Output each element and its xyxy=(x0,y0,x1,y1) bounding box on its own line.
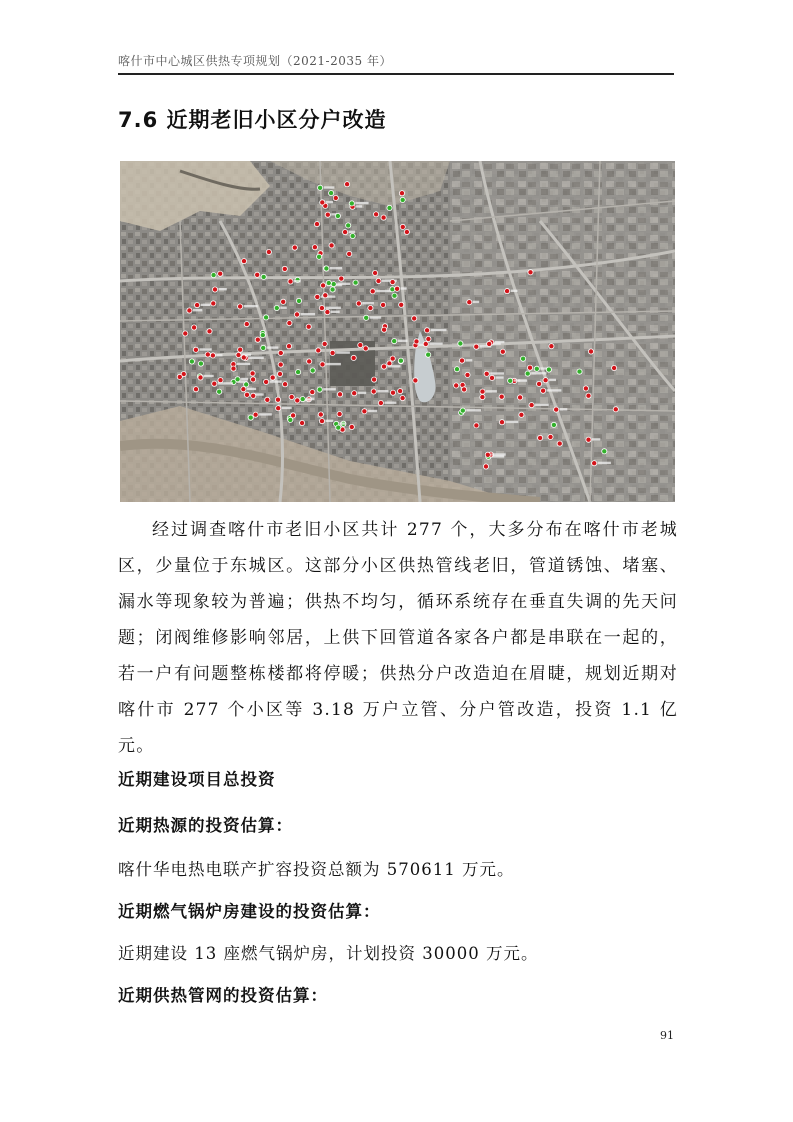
map-marker xyxy=(413,378,418,383)
map-marker-label xyxy=(506,421,519,423)
map-marker xyxy=(588,349,593,354)
map-marker xyxy=(282,266,287,271)
map-marker xyxy=(307,359,312,364)
east-district xyxy=(450,161,675,502)
map-marker xyxy=(331,282,336,287)
map-marker xyxy=(499,420,504,425)
map-marker xyxy=(288,279,293,284)
map-marker-label xyxy=(514,379,521,381)
map-marker-label xyxy=(549,379,556,381)
map-marker xyxy=(211,301,216,306)
map-marker xyxy=(426,352,431,357)
map-marker xyxy=(426,336,431,341)
map-marker xyxy=(337,392,342,397)
map-marker xyxy=(454,383,459,388)
map-marker-label xyxy=(323,388,336,390)
map-marker-label xyxy=(358,392,367,394)
map-marker-label xyxy=(270,380,282,382)
map-marker-label xyxy=(401,287,407,289)
map-marker xyxy=(529,403,534,408)
map-marker xyxy=(390,356,395,361)
map-marker xyxy=(241,387,246,392)
map-marker xyxy=(382,327,387,332)
map-marker xyxy=(244,322,249,327)
map-marker-label xyxy=(247,388,256,390)
map-marker xyxy=(187,308,192,313)
map-marker xyxy=(238,347,243,352)
map-marker xyxy=(345,182,350,187)
map-marker xyxy=(317,254,322,259)
map-marker xyxy=(381,302,386,307)
map-marker-label xyxy=(237,363,250,365)
map-marker xyxy=(241,355,246,360)
map-marker xyxy=(339,276,344,281)
map-marker xyxy=(336,425,341,430)
map-marker-label xyxy=(306,398,314,400)
map-marker xyxy=(390,280,395,285)
map-marker xyxy=(244,382,249,387)
map-marker xyxy=(376,278,381,283)
map-marker-label xyxy=(355,202,368,204)
map-marker xyxy=(207,329,212,334)
map-marker-label xyxy=(301,313,316,315)
map-marker-label xyxy=(493,342,501,344)
map-marker xyxy=(387,205,392,210)
map-marker xyxy=(322,341,327,346)
map-marker xyxy=(329,243,334,248)
map-marker-label xyxy=(491,453,505,455)
heading-network: 近期供热管网的投资估算： xyxy=(118,986,328,1005)
map-marker xyxy=(374,212,379,217)
map-marker xyxy=(323,293,328,298)
map-marker-label xyxy=(326,363,341,365)
map-marker xyxy=(270,375,275,380)
map-marker xyxy=(278,362,283,367)
map-marker-label xyxy=(370,316,382,318)
map-marker xyxy=(368,305,373,310)
satellite-map-figure xyxy=(120,161,675,502)
map-marker xyxy=(351,355,356,360)
map-marker xyxy=(485,452,490,457)
map-marker xyxy=(241,259,246,264)
map-marker xyxy=(519,412,524,417)
map-marker xyxy=(534,366,539,371)
map-marker xyxy=(612,365,617,370)
map-marker-label xyxy=(216,354,222,356)
map-marker xyxy=(337,412,342,417)
map-marker xyxy=(467,300,472,305)
map-marker-label xyxy=(362,302,374,304)
text-boiler: 近期建设 13 座燃气锅炉房，计划投资 30000 万元。 xyxy=(118,944,539,963)
map-marker xyxy=(192,325,197,330)
map-marker xyxy=(602,449,607,454)
map-marker-label xyxy=(384,402,396,404)
map-marker xyxy=(329,191,334,196)
map-marker xyxy=(346,223,351,228)
map-marker xyxy=(483,464,488,469)
map-marker xyxy=(325,310,330,315)
map-marker-label xyxy=(547,389,562,391)
map-marker xyxy=(412,316,417,321)
body-paragraph: 经过调查喀什市老旧小区共计 277 个，大多分布在喀什市老城区，少量位于东城区。这部分小区供热管线老旧，管道锈蚀、堵塞、漏水等现象较为普遍；供热不均匀，循环系统存在垂直失调的先天问题；闭阀维修影响邻居，上供下回管道各家各户都是串联在一起的，若一户有问题整栋楼都将停暖；供热分户改造迫在眉睫，规划近期对喀什市 277 个小区等 3.18 万户立管、分户管改造，投资 1.1 亿元。 xyxy=(118,520,678,756)
map-marker xyxy=(583,386,588,391)
map-marker xyxy=(238,304,243,309)
map-marker xyxy=(274,305,279,310)
map-marker xyxy=(217,389,222,394)
map-marker xyxy=(541,388,546,393)
map-marker xyxy=(343,230,348,235)
map-marker xyxy=(349,201,354,206)
map-marker xyxy=(454,367,459,372)
map-marker-label xyxy=(511,290,518,292)
map-marker xyxy=(261,274,266,279)
map-marker-label xyxy=(203,375,213,377)
map-marker xyxy=(261,345,266,350)
map-marker-label xyxy=(330,267,342,269)
map-marker-label xyxy=(219,288,227,290)
map-marker-label xyxy=(193,309,202,311)
map-marker-label xyxy=(267,346,279,348)
map-marker xyxy=(525,371,530,376)
map-marker xyxy=(499,394,504,399)
map-marker-label xyxy=(598,462,611,464)
map-marker-label xyxy=(218,382,233,384)
map-marker-label xyxy=(324,186,335,188)
map-marker xyxy=(287,321,292,326)
map-marker-label xyxy=(377,390,388,392)
map-marker-label xyxy=(560,408,568,410)
map-marker-label xyxy=(340,422,346,424)
map-marker xyxy=(546,367,551,372)
map-marker-label xyxy=(249,357,264,359)
map-marker xyxy=(381,215,386,220)
map-marker xyxy=(586,393,591,398)
map-marker xyxy=(310,390,315,395)
map-marker xyxy=(266,249,271,254)
map-marker xyxy=(557,441,562,446)
map-marker xyxy=(392,293,397,298)
map-marker xyxy=(260,333,265,338)
map-marker xyxy=(395,286,400,291)
map-marker xyxy=(231,366,236,371)
map-marker xyxy=(356,301,361,306)
heading-total-investment: 近期建设项目总投资 xyxy=(118,770,276,789)
map-marker xyxy=(353,280,358,285)
map-marker xyxy=(321,283,326,288)
map-marker xyxy=(300,420,305,425)
map-marker xyxy=(283,382,288,387)
map-marker xyxy=(508,378,513,383)
map-marker xyxy=(480,389,485,394)
map-marker xyxy=(265,397,270,402)
map-marker xyxy=(484,371,489,376)
map-marker xyxy=(253,412,258,417)
map-marker xyxy=(414,339,419,344)
map-marker xyxy=(392,339,397,344)
map-marker xyxy=(289,394,294,399)
running-header: 喀什市中心城区供热专项规划（2021-2035 年） xyxy=(118,54,392,68)
map-marker xyxy=(296,370,301,375)
map-marker xyxy=(538,435,543,440)
map-marker xyxy=(318,412,323,417)
map-marker xyxy=(480,395,485,400)
map-marker xyxy=(465,372,470,377)
map-marker xyxy=(399,302,404,307)
map-marker-label xyxy=(199,348,211,350)
map-marker xyxy=(399,191,404,196)
map-marker xyxy=(218,271,223,276)
map-marker xyxy=(474,423,479,428)
map-marker xyxy=(398,389,403,394)
map-marker xyxy=(371,389,376,394)
map-marker xyxy=(312,245,317,250)
map-marker-label xyxy=(282,407,292,409)
map-marker xyxy=(212,381,217,386)
map-marker xyxy=(521,356,526,361)
map-marker xyxy=(319,419,324,424)
map-marker xyxy=(390,390,395,395)
map-marker-label xyxy=(490,372,504,374)
map-marker-label xyxy=(388,365,401,367)
map-marker-label xyxy=(486,390,497,392)
map-marker-label xyxy=(201,304,211,306)
map-marker xyxy=(277,371,282,376)
map-marker xyxy=(378,400,383,405)
map-marker xyxy=(335,213,340,218)
map-marker xyxy=(264,379,269,384)
map-marker xyxy=(319,306,324,311)
map-marker xyxy=(325,212,330,217)
map-marker xyxy=(236,352,241,357)
map-marker-label xyxy=(466,359,473,361)
map-marker xyxy=(333,195,338,200)
map-marker xyxy=(505,289,510,294)
map-marker xyxy=(286,344,291,349)
map-marker xyxy=(586,437,591,442)
map-marker xyxy=(255,272,260,277)
map-marker xyxy=(295,398,300,403)
map-marker xyxy=(363,346,368,351)
map-marker xyxy=(381,364,386,369)
map-marker xyxy=(487,341,492,346)
page-number: 91 xyxy=(660,1029,674,1042)
map-marker xyxy=(404,229,409,234)
map-marker xyxy=(320,362,325,367)
map-marker-label xyxy=(241,378,248,380)
map-marker xyxy=(537,381,542,386)
map-marker xyxy=(489,375,494,380)
section-title: 7.6 近期老旧小区分户改造 xyxy=(118,108,387,132)
map-marker-label xyxy=(431,329,447,331)
map-marker xyxy=(288,417,293,422)
map-marker xyxy=(373,270,378,275)
map-marker-label xyxy=(244,305,258,307)
map-marker xyxy=(195,303,200,308)
map-marker-label xyxy=(592,438,600,440)
map-marker xyxy=(474,344,479,349)
map-marker xyxy=(358,343,363,348)
map-marker xyxy=(317,387,322,392)
map-marker xyxy=(372,377,377,382)
map-marker xyxy=(310,368,315,373)
map-marker xyxy=(198,361,203,366)
map-marker-label xyxy=(473,301,479,303)
map-marker-label xyxy=(466,409,481,411)
map-marker xyxy=(193,387,198,392)
map-marker xyxy=(592,461,597,466)
map-marker xyxy=(250,371,255,376)
map-marker xyxy=(281,299,286,304)
body-paragraph-block xyxy=(118,512,678,764)
map-marker xyxy=(211,273,216,278)
map-marker-label xyxy=(356,205,362,207)
heading-boiler: 近期燃气锅炉房建设的投资估算： xyxy=(118,902,381,921)
map-marker xyxy=(193,347,198,352)
map-marker xyxy=(210,353,215,358)
map-marker xyxy=(423,341,428,346)
map-marker xyxy=(352,391,357,396)
map-marker-label xyxy=(496,376,504,378)
map-marker xyxy=(315,294,320,299)
map-marker xyxy=(248,415,253,420)
map-marker xyxy=(330,287,335,292)
map-marker xyxy=(326,280,331,285)
map-marker xyxy=(320,200,325,205)
map-marker xyxy=(235,377,240,382)
map-marker-label xyxy=(429,343,442,345)
map-marker xyxy=(518,395,523,400)
map-marker xyxy=(528,270,533,275)
heading-heat-source: 近期热源的投资估算： xyxy=(118,816,293,835)
map-marker xyxy=(543,378,548,383)
map-marker xyxy=(548,434,553,439)
map-marker xyxy=(255,337,260,342)
text-heat-source: 喀什华电热电联产扩容投资总额为 570611 万元。 xyxy=(118,860,515,879)
map-marker xyxy=(251,377,256,382)
map-marker xyxy=(314,222,319,227)
map-marker xyxy=(296,298,301,303)
map-marker-label xyxy=(337,283,350,285)
map-marker xyxy=(460,408,465,413)
map-marker-label xyxy=(294,280,301,282)
map-marker-label xyxy=(331,311,340,313)
map-marker-label xyxy=(531,372,546,374)
map-marker xyxy=(251,393,256,398)
map-marker xyxy=(462,387,467,392)
map-marker-label xyxy=(336,351,350,353)
map-marker xyxy=(549,344,554,349)
map-marker xyxy=(400,396,405,401)
map-marker xyxy=(324,266,329,271)
map-marker xyxy=(425,328,430,333)
map-marker xyxy=(398,358,403,363)
map-marker xyxy=(183,331,188,336)
map-marker xyxy=(244,392,249,397)
map-marker-label xyxy=(280,307,287,309)
map-marker xyxy=(306,324,311,329)
map-marker xyxy=(300,397,305,402)
map-marker-label xyxy=(535,404,549,406)
map-marker xyxy=(554,407,559,412)
map-marker-label xyxy=(326,420,334,422)
map-marker xyxy=(349,424,354,429)
map-marker xyxy=(551,422,556,427)
map-marker xyxy=(459,358,464,363)
map-canvas xyxy=(120,161,675,502)
map-marker xyxy=(500,349,505,354)
map-marker xyxy=(400,197,405,202)
map-marker xyxy=(264,315,269,320)
header-rule xyxy=(118,73,674,75)
map-marker-label xyxy=(326,201,333,203)
map-marker xyxy=(205,352,210,357)
map-marker xyxy=(294,312,299,317)
map-marker xyxy=(400,224,405,229)
map-marker xyxy=(364,315,369,320)
map-marker-label xyxy=(325,307,341,309)
map-marker xyxy=(577,369,582,374)
map-marker xyxy=(318,185,323,190)
map-marker xyxy=(212,287,217,292)
map-marker xyxy=(177,374,182,379)
map-marker xyxy=(276,406,281,411)
map-marker xyxy=(292,245,297,250)
map-marker xyxy=(275,397,280,402)
map-marker xyxy=(350,233,355,238)
map-marker-label xyxy=(398,340,408,342)
map-marker xyxy=(218,378,223,383)
map-marker xyxy=(613,407,618,412)
map-marker xyxy=(527,365,532,370)
map-marker xyxy=(189,359,194,364)
map-marker xyxy=(362,409,367,414)
map-marker xyxy=(370,289,375,294)
map-marker xyxy=(458,341,463,346)
map-marker-label xyxy=(259,413,272,415)
map-marker xyxy=(278,350,283,355)
map-marker xyxy=(316,348,321,353)
map-marker-label xyxy=(349,231,356,233)
map-marker xyxy=(330,350,335,355)
map-marker xyxy=(198,375,203,380)
map-marker xyxy=(347,251,352,256)
map-marker-label xyxy=(368,410,377,412)
